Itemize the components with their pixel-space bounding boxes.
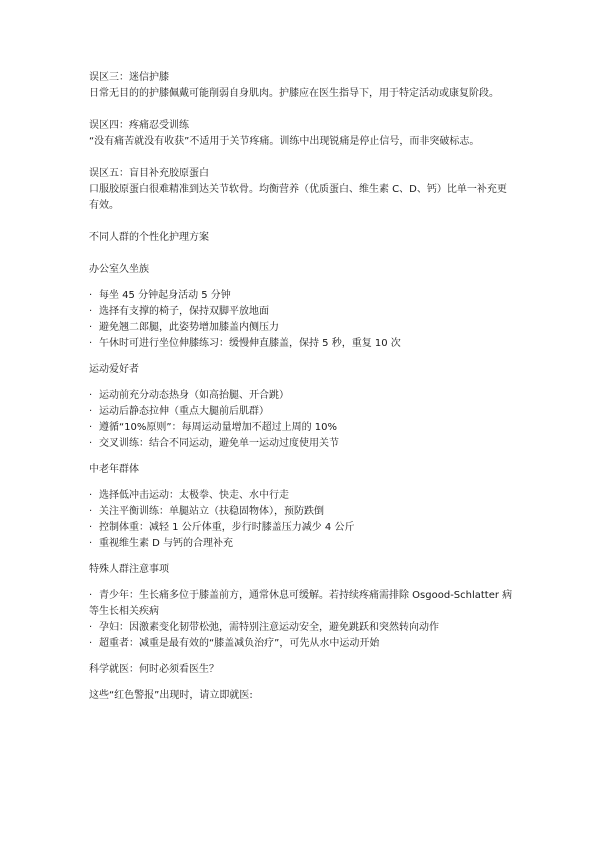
- red-flag-intro: 这些“红色警报”出现时，请立即就医:: [89, 690, 253, 701]
- bullet-icon: ·: [89, 322, 93, 333]
- list-item: · 每坐 45 分钟起身活动 5 分钟: [89, 288, 515, 304]
- list-item: · 运动后静态拉伸（重点大腿前后肌群）: [89, 404, 515, 420]
- plans-heading: 不同人群的个性化护理方案: [89, 232, 209, 243]
- group-elderly-title: 中老年群体: [89, 464, 139, 475]
- bullet-icon: ·: [89, 390, 93, 401]
- group-elderly-list: [89, 488, 515, 552]
- list-item: · 超重者：减重是最有效的“膝盖减负治疗”，可先从水中运动开始: [89, 636, 515, 652]
- myth-5-title: 误区五：盲目补充胶原蛋白: [89, 168, 209, 179]
- bullet-icon: ·: [89, 338, 93, 349]
- bullet-icon: ·: [89, 590, 93, 601]
- bullet-icon: ·: [89, 490, 93, 501]
- myth-5-body: 口服胶原蛋白很难精准到达关节软骨。均衡营养（优质蛋白、维生素 C、D、钙）比单一补充更有效。: [89, 184, 507, 211]
- group-sports-title: 运动爱好者: [89, 364, 139, 375]
- list-item: · 孕妇：因激素变化韧带松弛，需特别注意运动安全，避免跳跃和突然转向动作: [89, 620, 515, 636]
- group-office-list: [89, 288, 515, 352]
- bullet-icon: ·: [89, 422, 93, 433]
- group-special-title: 特殊人群注意事项: [89, 564, 169, 575]
- list-item: · 交叉训练：结合不同运动，避免单一运动过度使用关节: [89, 436, 515, 452]
- list-item: · 重视维生素 D 与钙的合理补充: [89, 536, 515, 552]
- see-doctor-heading: 科学就医：何时必须看医生？: [89, 664, 219, 675]
- myth-3-body: 日常无目的的护膝佩戴可能削弱自身肌肉。护膝应在医生指导下，用于特定活动或康复阶段。: [89, 88, 499, 99]
- list-item: · 青少年：生长痛多位于膝盖前方，通常休息可缓解。若持续疼痛需排除 Osgood-Schlatter 病等生长相关疾病: [89, 590, 513, 617]
- group-sports-list: [89, 388, 515, 452]
- list-item: · 选择有支撑的椅子，保持双脚平放地面: [89, 304, 515, 320]
- list-item: · 避免翘二郎腿，此姿势增加膝盖内侧压力: [89, 320, 515, 336]
- bullet-icon: ·: [89, 438, 93, 449]
- list-item: · 运动前充分动态热身（如高抬腿、开合跳）: [89, 388, 515, 404]
- bullet-icon: ·: [89, 622, 93, 633]
- myth-4-body: “没有痛苦就没有收获”不适用于关节疼痛。训练中出现锐痛是停止信号，而非突破标志。: [89, 136, 480, 147]
- bullet-icon: ·: [89, 638, 93, 649]
- myth-3-title: 误区三：迷信护膝: [89, 72, 169, 83]
- group-special-list: [89, 588, 515, 652]
- list-item: · 控制体重：减轻 1 公斤体重，步行时膝盖压力减少 4 公斤: [89, 520, 515, 536]
- list-item: · 关注平衡训练：单腿站立（扶稳固物体），预防跌倒: [89, 504, 515, 520]
- bullet-icon: ·: [89, 538, 93, 549]
- list-item: · 遵循“10%原则”：每周运动量增加不超过上周的 10%: [89, 420, 515, 436]
- group-office-title: 办公室久坐族: [89, 264, 149, 275]
- list-item: · 午休时可进行坐位伸膝练习：缓慢伸直膝盖，保持 5 秒，重复 10 次: [89, 336, 515, 352]
- bullet-icon: ·: [89, 506, 93, 517]
- bullet-icon: ·: [89, 306, 93, 317]
- list-item: · 选择低冲击运动：太极拳、快走、水中行走: [89, 488, 515, 504]
- bullet-icon: ·: [89, 406, 93, 417]
- myth-4-title: 误区四：疼痛忍受训练: [89, 120, 189, 131]
- bullet-icon: ·: [89, 290, 93, 301]
- bullet-icon: ·: [89, 522, 93, 533]
